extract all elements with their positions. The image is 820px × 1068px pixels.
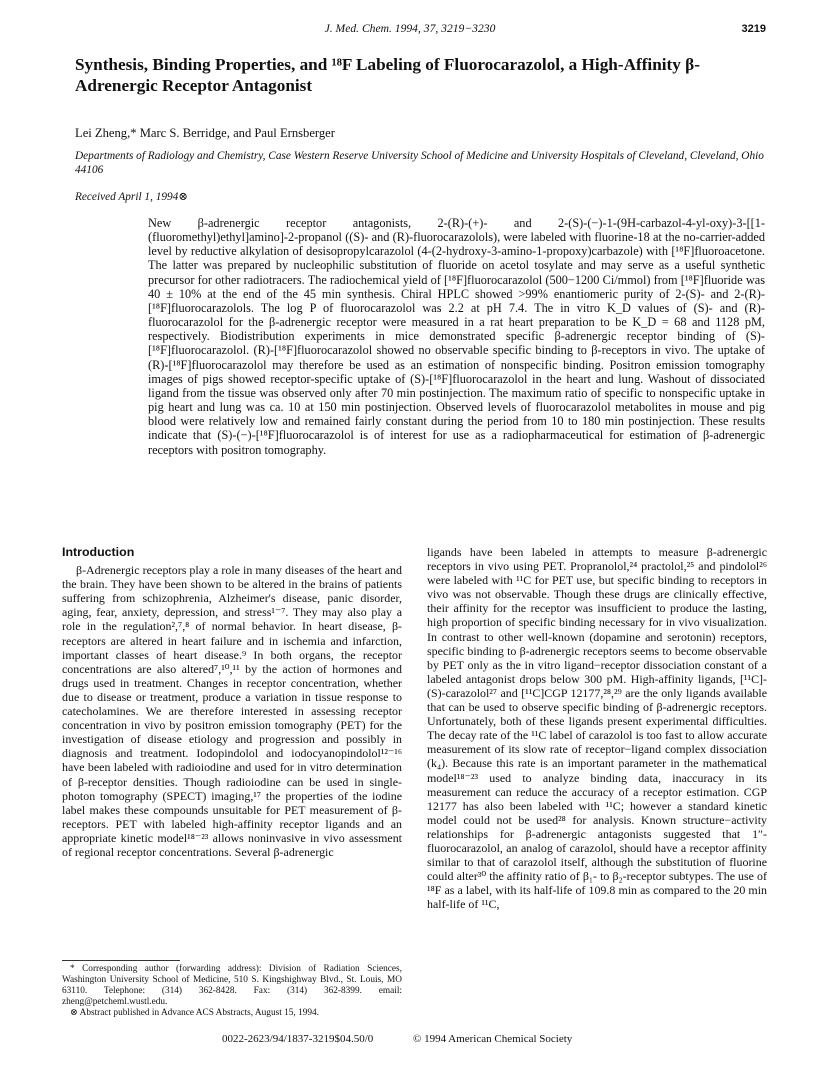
affiliation: Departments of Radiology and Chemistry, Case Western Reserve University School of Medicine and University Hospitals of Cleveland, Cleveland, Ohio 44106 (75, 150, 764, 176)
received-date: Received April 1, 1994⊗ (75, 191, 188, 203)
copyright: © 1994 American Chemical Society (413, 1033, 573, 1045)
page-number: 3219 (741, 23, 766, 35)
footnotes (62, 964, 402, 1019)
running-header-journal: J. Med. Chem. 1994, 37, 3219−3230 (324, 22, 496, 35)
section-heading-introduction: Introduction (62, 545, 135, 559)
footnote-rule (62, 960, 180, 961)
article-title: Synthesis, Binding Properties, and ¹⁸F Labeling of Fluorocarazolol, a High-Affinity β-Adrenergic Receptor Antagonist (75, 55, 700, 95)
article-code: 0022-2623/94/1837-3219$04.50/0 (222, 1033, 374, 1045)
author-list: Lei Zheng,* Marc S. Berridge, and Paul Ernsberger (75, 126, 335, 140)
footnote-abstract-published: ⊗ Abstract published in Advance ACS Abstracts, August 15, 1994. (70, 1007, 319, 1018)
intro-paragraph-right: ligands have been labeled in attempts to measure β-adrenergic receptors in vivo using PET. Propranolol,²⁴ practolol,²⁵ and pindolol²⁶ were labeled with ¹¹C for PET use, but specific binding to receptors in vivo was not observable. Though these drugs are clinically effective, their affinity for the receptor was insufficient to produce the lasting, high proportion of specific binding necessary for in vivo visualization. In contrast to other well-known (dopamine and serotonin) receptors, specific binding to β-adrenergic receptors seems to become observable by PET only as the in vitro ligand−receptor dissociation constant of a labeled antagonist drops below 300 pM. High-affinity ligands, [¹¹C]-(S)-carazolol²⁷ and [¹¹C]CGP 12177,²⁸,²⁹ are the only ligands available that can be used to observe specific binding of β-adrenergic receptors. Unfortunately, both of these ligands present experimental difficulties. The decay rate of the ¹¹C label of carazolol is too fast to allow accurate measurement of its slow rate of receptor−ligand complex dissociation (k₄). Because this rate is an important parameter in the mathematical model¹⁸⁻²³ used to analyze binding data, inaccuracy in its measurement can reduce the accuracy of a receptor estimation. CGP 12177 has also been labeled with ¹¹C; however a standard kinetic model could not be used²⁸ for analysis. Known structure−activity relationships for β-adrenergic antagonists suggested that 1″-fluorocarazolol, an analog of carazolol, should have a receptor affinity similar to that of carazolol itself, although the substitution of fluorine could alter³⁰ the affinity ratio of β₁- to β₂-receptor subtypes. The use of ¹⁸F as a label, with its half-life of 109.8 min as compared to the 20 min half-life of ¹¹C, (427, 545, 767, 912)
footnote-corresponding-author: * Corresponding author (forwarding address): Division of Radiation Sciences, Washington University School of Medicine, 510 S. Kingshighway Blvd., St. Louis, MO 63110. Telephone: (314) 362-8428. Fax: (314) 362-8399. email: zheng@petcheml.wustl.edu. (62, 964, 402, 1007)
left-column (62, 545, 402, 859)
intro-paragraph-left: β-Adrenergic receptors play a role in many diseases of the heart and the brain. They have been shown to be altered in the brains of patients suffering from schizophrenia, Alzheimer's disease, panic disorder, aging, fear, anxiety, depression, and stress¹⁻⁷. They may also play a role in the regulation²,⁷,⁸ of normal behavior. In heart disease, β-receptors are altered in heart failure and in ischemia and infarction, important classes of heart disease.⁹ In both organs, the receptor concentrations are also altered⁷,¹⁰,¹¹ by the action of hormones and drugs used in treatment. Changes in receptor concentration, whether due to disease or treatment, produce a variation in tissue response to catecholamines. We are therefore interested in assessing receptor concentration in vivo by positron emission tomography (PET) for the investigation of disease etiology and progression and possibly in diagnosis and treatment. Iodopindolol and iodocyanopindolol¹²⁻¹⁶ have been labeled with radioiodine and used for in vitro determination of β-receptor densities. Though radioiodine can be used in single-photon tomography (SPECT) imaging,¹⁷ the properties of the iodine label makes these compounds unsuitable for PET measurement of β-receptors. PET with labeled high-affinity receptor ligands and an appropriate kinetic model¹⁸⁻²³ allows noninvasive in vivo assessment of regional receptor concentrations. Several β-adrenergic (62, 563, 402, 859)
abstract: New β-adrenergic receptor antagonists, 2-(R)-(+)- and 2-(S)-(−)-1-(9H-carbazol-4-yl-oxy)-3-[[1-(fluoromethyl)ethyl]amino]-2-propanol ((S)- and (R)-fluorocarazolols), were labeled with fluorine-18 at the no-carrier-added level by reductive alkylation of desisopropylcarazolol (4-(2-hydroxy-3-amino-1-propoxy)carbazole) with [¹⁸F]fluoroacetone. The latter was prepared by nucleophilic substitution of fluoride on acetol tosylate and may serve as a useful synthetic precursor for other radiotracers. The radiochemical yield of [¹⁸F]fluorocarazolol (500−1200 Ci/mmol) from [¹⁸F]fluoride was 40 ± 10% at the end of the 45 min synthesis. Chiral HPLC showed >99% enantiomeric purity of 2-(S)- and 2-(R)-[¹⁸F]fluorocarazolols. The log P of fluorocarazolol was 2.2 at pH 7.4. The in vitro K_D values of (S)- and (R)-fluorocarazolol for the β-adrenergic receptor were measured in a rat heart preparation to be K_D = 68 and 1128 pM, respectively. Biodistribution experiments in mice demonstrated specific β-adrenergic receptor binding of (S)-[¹⁸F]fluorocarazolol. (R)-[¹⁸F]fluorocarazolol showed no observable specific binding to β-receptors in vivo. The uptake of (R)-[¹⁸F]fluorocarazolol may therefore be used as an estimation of nonspecific binding. Positron emission tomography images of pigs showed receptor-specific uptake of (S)-[¹⁸F]fluorocarazolol in the heart and lung. Washout of dissociated ligand from the tissue was observed only after 70 min postinjection. The maximum ratio of specific to nonspecific uptake in pig heart and lung was ca. 10 at 150 min postinjection. Observed levels of fluorocarazolol metabolites in mouse and pig blood were relatively low and remained fairly constant during the period from 10 to 180 min postinjection. These results indicate that (S)-(−)-[¹⁸F]fluorocarazolol is of interest for use as a radiopharmaceutical for estimation of β-adrenergic receptors with positron tomography. (148, 216, 765, 457)
right-column (427, 545, 767, 911)
